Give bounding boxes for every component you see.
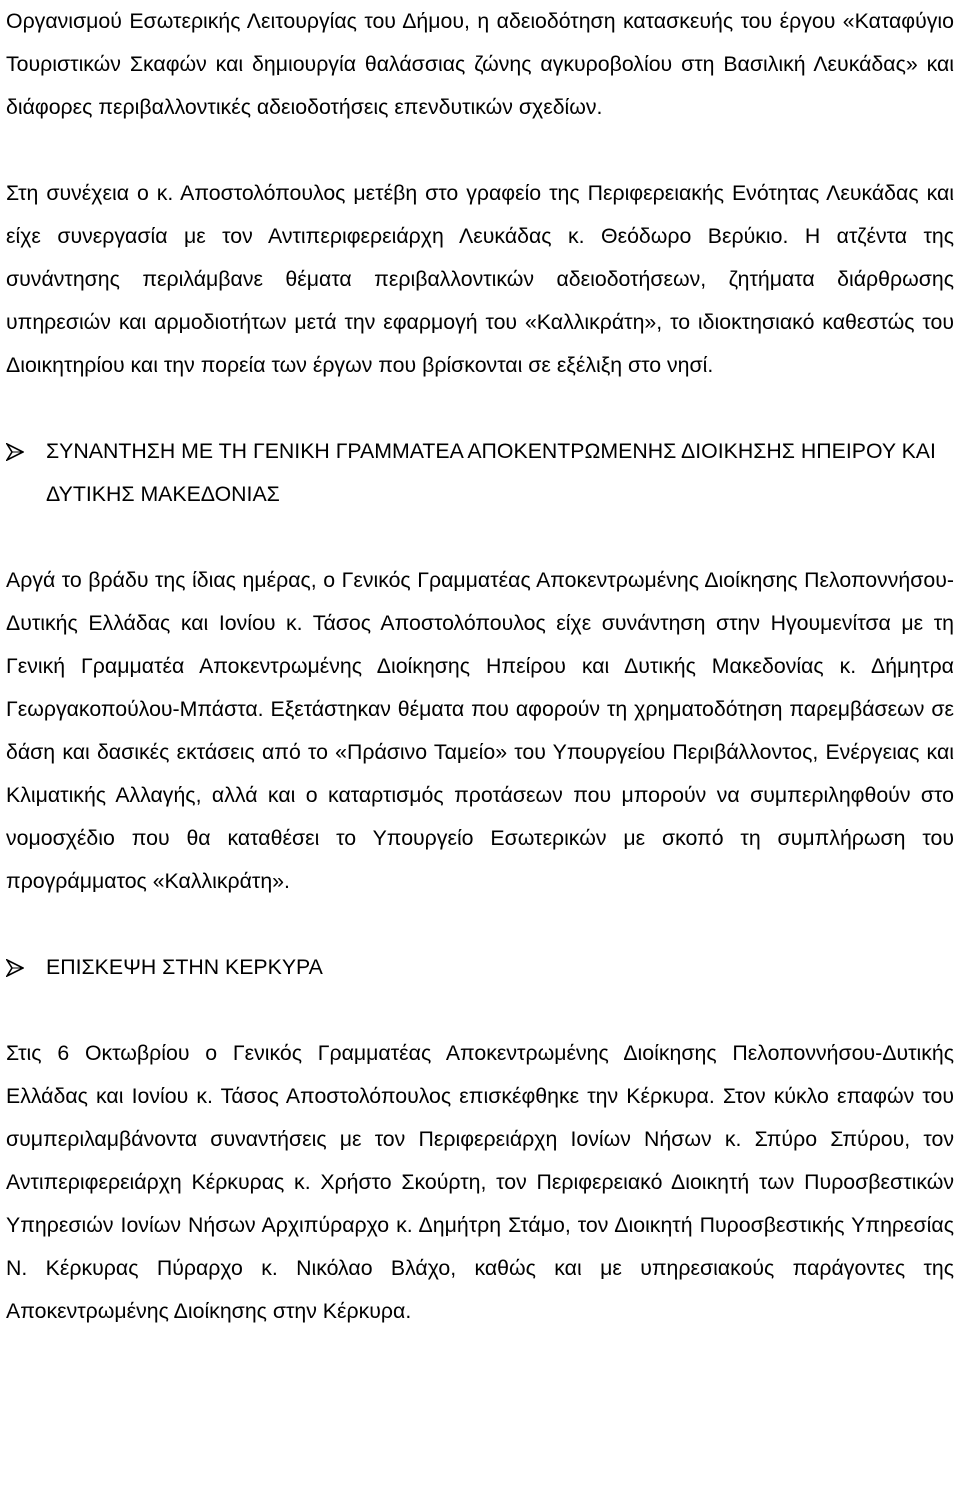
section-heading-corfu	[6, 946, 954, 989]
arrowhead-bullet-icon	[6, 430, 30, 473]
section-heading-text: ΕΠΙΣΚΕΨΗ ΣΤΗΝ ΚΕΡΚΥΡΑ	[46, 955, 323, 979]
paragraph-spacer	[6, 516, 954, 559]
paragraph-municipal-permits: Οργανισμού Εσωτερικής Λειτουργίας του Δήμου, η αδειοδότηση κατασκευής του έργου «Καταφύγιο Τουριστικών Σκαφών και δημιουργία θαλάσσιας ζώνης αγκυροβολίου στη Βασιλική Λευκάδας» και διάφορες περιβαλλοντικές αδειοδοτήσεις επενδυτικών σχεδίων.	[6, 9, 954, 119]
arrowhead-bullet-icon	[6, 946, 30, 989]
paragraph-lefkada-meeting: Στη συνέχεια ο κ. Αποστολόπουλος μετέβη στο γραφείο της Περιφερειακής Ενότητας Λευκάδας και είχε συνεργασία με τον Αντιπεριφερειάρχη Λευκάδας κ. Θεόδωρο Βερύκιο. Η ατζέντα της συνάντησης περιλάμβανε θέματα περιβαλλοντικών αδειοδοτήσεων, ζητήματα διάρθρωσης υπηρεσιών και αρμοδιοτήτων μετά την εφαρμογή του «Καλλικράτη», το ιδιοκτησιακό καθεστώς του Διοικητηρίου και την πορεία των έργων που βρίσκονται σε εξέλιξη στο νησί.	[6, 181, 954, 377]
paragraph-spacer	[6, 989, 954, 1032]
section-heading-igoumenitsa	[6, 430, 954, 516]
section-heading-text: ΣΥΝΑΝΤΗΣΗ ΜΕ ΤΗ ΓΕΝΙΚΗ ΓΡΑΜΜΑΤΕΑ ΑΠΟΚΕΝΤΡΩΜΕΝΗΣ ΔΙΟΙΚΗΣΗΣ ΗΠΕΙΡΟΥ ΚΑΙ ΔΥΤΙΚΗΣ ΜΑΚΕΔΟΝΙΑΣ	[46, 439, 936, 506]
paragraph-corfu-visit: Στις 6 Οκτωβρίου ο Γενικός Γραμματέας Αποκεντρωμένης Διοίκησης Πελοποννήσου-Δυτικής Ελλάδας και Ιονίου κ. Τάσος Αποστολόπουλος επισκέφθηκε την Κέρκυρα. Στον κύκλο επαφών του συμπεριλαμβάνοντα συναντήσεις με τον Περιφερειάρχη Ιονίων Νήσων κ. Σπύρο Σπύρου, τον Αντιπεριφερειάρχη Κέρκυρας κ. Χρήστο Σκούρτη, τον Περιφερειακό Διοικητή των Πυροσβεστικών Υπηρεσιών Ιονίων Νήσων Αρχιπύραρχο κ. Δημήτρη Στάμο, τον Διοικητή Πυροσβεστικής Υπηρεσίας Ν. Κέρκυρας Πύραρχο κ. Νικόλαο Βλάχο, καθώς και με υπηρεσιακούς παράγοντες της Αποκεντρωμένης Διοίκησης στην Κέρκυρα.	[6, 1041, 954, 1323]
document-page	[6, 0, 954, 1333]
paragraph-igoumenitsa-meeting: Αργά το βράδυ της ίδιας ημέρας, ο Γενικός Γραμματέας Αποκεντρωμένης Διοίκησης Πελοποννήσου-Δυτικής Ελλάδας και Ιονίου κ. Τάσος Αποστολόπουλος είχε συνάντηση στην Ηγουμενίτσα με τη Γενική Γραμματέα Αποκεντρωμένης Διοίκησης Ηπείρου και Δυτικής Μακεδονίας κ. Δήμητρα Γεωργακοπούλου-Μπάστα. Εξετάστηκαν θέματα που αφορούν τη χρηματοδότηση παρεμβάσεων σε δάση και δασικές εκτάσεις από το «Πράσινο Ταμείο» του Υπουργείου Περιβάλλοντος, Ενέργειας και Κλιματικής Αλλαγής, αλλά και ο καταρτισμός προτάσεων που μπορούν να συμπεριληφθούν στο νομοσχέδιο που θα καταθέσει το Υπουργείο Εσωτερικών με σκοπό τη συμπλήρωση του προγράμματος «Καλλικράτη».	[6, 568, 954, 893]
paragraph-spacer	[6, 903, 954, 946]
paragraph-spacer	[6, 129, 954, 172]
paragraph-spacer	[6, 387, 954, 430]
